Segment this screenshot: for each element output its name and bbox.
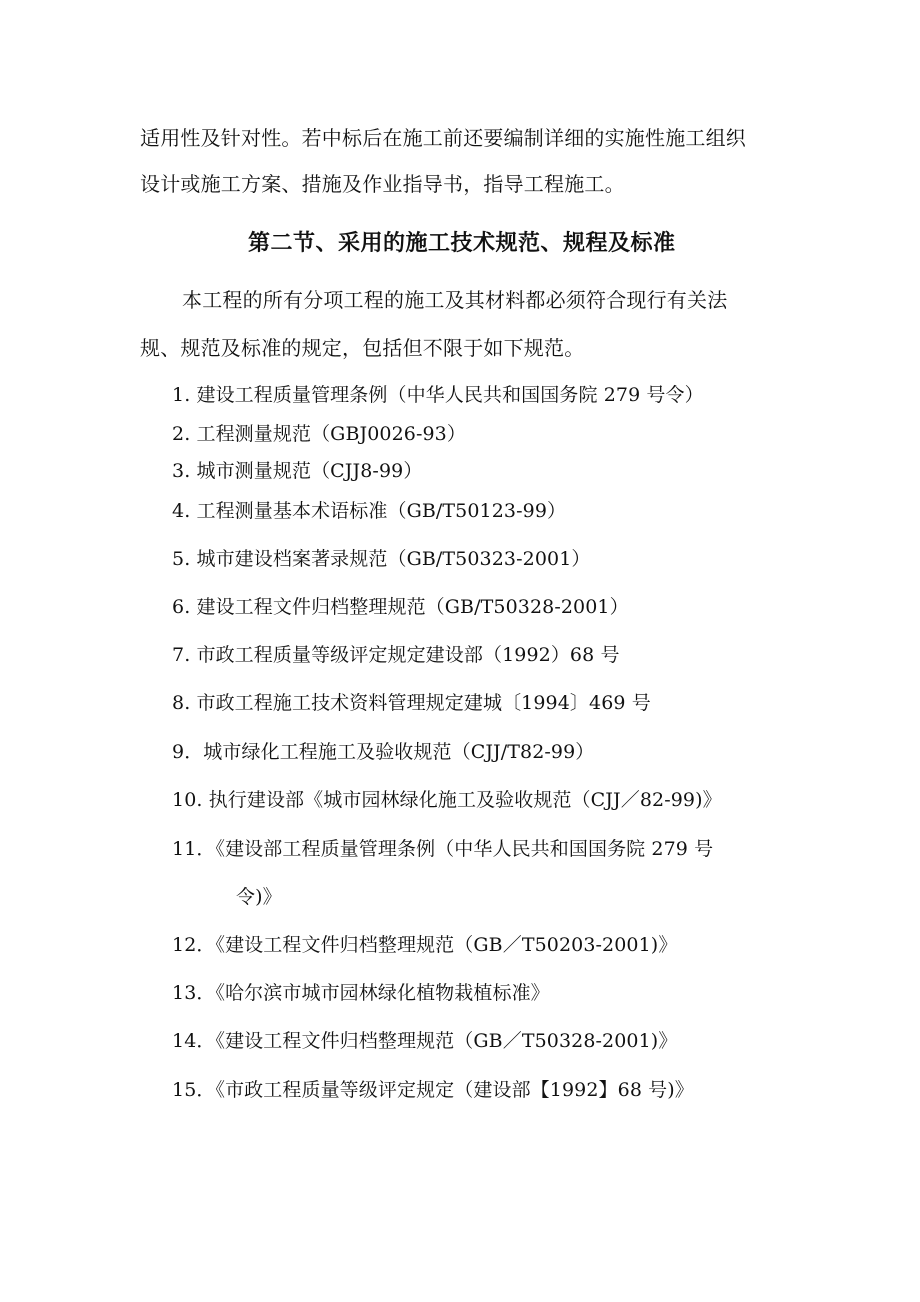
list-item: 7. 市政工程质量等级评定规定建设部（1992）68 号 (172, 644, 620, 666)
list-item: 13．《哈尔滨市城市园林绿化植物栽植标准》 (172, 982, 550, 1004)
list-item: 15．《市政工程质量等级评定规定（建设部【1992】68 号)》 (172, 1079, 694, 1101)
list-item: 4. 工程测量基本术语标准（GB/T50123-99） (172, 500, 567, 522)
intro-line-2: 设计或施工方案、措施及作业指导书，指导工程施工。 (140, 172, 625, 196)
intro-line-1: 适用性及针对性。若中标后在施工前还要编制详细的实施性施工组织 (140, 126, 746, 150)
section-paragraph-line-2: 规、规范及标准的规定，包括但不限于如下规范。 (140, 336, 585, 360)
list-item: 9．城市绿化工程施工及验收规范（CJJ/T82-99） (172, 741, 595, 763)
list-item: 10. 执行建设部《城市园林绿化施工及验收规范（CJJ／82-99)》 (172, 789, 722, 811)
section-paragraph-line-1: 本工程的所有分项工程的施工及其材料都必须符合现行有关法 (182, 288, 728, 312)
list-item: 6. 建设工程文件归档整理规范（GB/T50328-2001） (172, 596, 629, 618)
list-item: 14．《建设工程文件归档整理规范（GB／T50328-2001)》 (172, 1030, 678, 1052)
list-item-continuation: 令)》 (236, 886, 282, 908)
list-item: 2. 工程测量规范（GBJ0026-93） (172, 423, 466, 445)
list-item: 12．《建设工程文件归档整理规范（GB／T50203-2001)》 (172, 934, 678, 956)
list-item: 8. 市政工程施工技术资料管理规定建城〔1994〕469 号 (172, 692, 651, 714)
list-item: 11．《建设部工程质量管理条例（中华人民共和国国务院 279 号 (172, 838, 714, 860)
list-item: 3. 城市测量规范（CJJ8-99） (172, 460, 423, 482)
list-item: 5. 城市建设档案著录规范（GB/T50323-2001） (172, 548, 591, 570)
list-item: 1. 建设工程质量管理条例（中华人民共和国国务院 279 号令） (172, 384, 704, 406)
section-title: 第二节、采用的施工技术规范、规程及标准 (248, 230, 676, 256)
